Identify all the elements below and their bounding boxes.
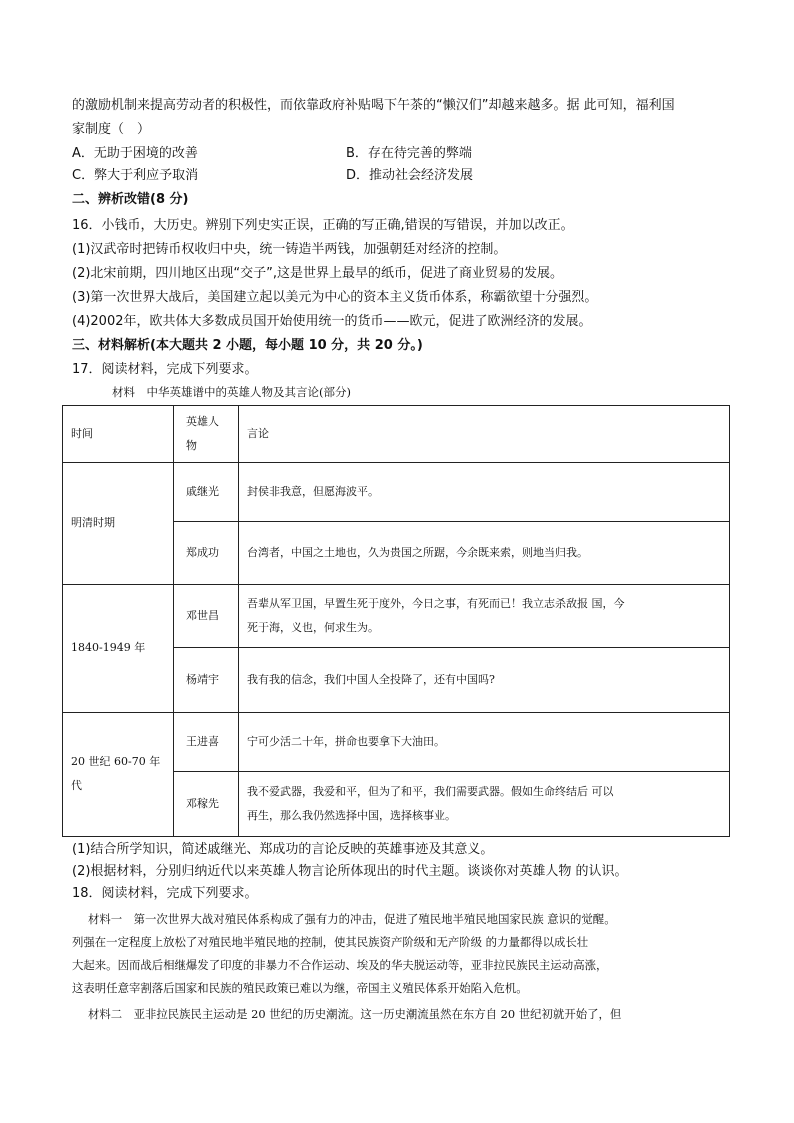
section-3-heading: 三、材料解析(本大题共 2 小题，每小题 10 分，共 20 分。) bbox=[72, 338, 423, 353]
question-18-stem: 18．阅读材料，完成下列要求。 bbox=[72, 886, 258, 901]
person-cell: 王进喜 bbox=[174, 712, 239, 771]
material-1-line: 大起来。因而战后相继爆发了印度的非暴力不合作运动、埃及的华夫脱运动等，亚非拉民族民主运动高涨， bbox=[72, 958, 608, 972]
table-row bbox=[63, 584, 730, 647]
header-time: 时间 bbox=[63, 406, 174, 463]
quote-cell: 台湾者，中国之土地也，久为贵国之所踞，今余既来索，则地当归我。 bbox=[239, 521, 730, 584]
period-line: 20 世纪 60-70 年 bbox=[71, 755, 161, 769]
material-1-line: 这表明任意宰割落后国家和民族的殖民政策已难以为继，帝国主义殖民体系开始陷入危机。 bbox=[72, 981, 528, 995]
table-caption: 材料 中华英雄谱中的英雄人物及其言论(部分) bbox=[112, 385, 351, 399]
section-2-heading: 二、辨析改错(8 分) bbox=[72, 192, 189, 207]
quote-cell bbox=[239, 584, 730, 647]
period-cell: 明清时期 bbox=[63, 462, 174, 584]
quote-cell: 封侯非我意，但愿海波平。 bbox=[239, 462, 730, 521]
table-row bbox=[63, 462, 730, 521]
option-a: A．无助于困境的改善 bbox=[72, 146, 198, 161]
question-15-text-line-1: 的激励机制来提高劳动者的积极性，而依靠政府补贴喝下午茶的“懒汉们”却越来越多。据 此可知，福利国 bbox=[72, 98, 675, 113]
quote-line: 吾辈从军卫国，早置生死于度外，今日之事，有死而已！我立志杀敌报 国，今 bbox=[247, 596, 625, 610]
quote-line: 我不爱武器，我爱和平，但为了和平，我们需要武器。假如生命终结后 可以 bbox=[247, 784, 614, 798]
table-header-row bbox=[63, 406, 730, 463]
question-17-part-1: (1)结合所学知识，简述戚继光、郑成功的言论反映的英雄事迹及其意义。 bbox=[72, 842, 494, 857]
question-17-stem: 17．阅读材料，完成下列要求。 bbox=[72, 362, 258, 377]
question-16-item-2: (2)北宋前期，四川地区出现“交子”,这是世界上最早的纸币，促进了商业贸易的发展。 bbox=[72, 266, 564, 281]
person-cell: 戚继光 bbox=[174, 462, 239, 521]
question-17-part-2: (2)根据材料，分别归纳近代以来英雄人物言论所体现出的时代主题。谈谈你对英雄人物 的认识。 bbox=[72, 864, 628, 879]
question-16-item-3: (3)第一次世界大战后，美国建立起以美元为中心的资本主义货币体系，称霸欲望十分强烈。 bbox=[72, 290, 598, 305]
person-cell: 郑成功 bbox=[174, 521, 239, 584]
quote-line: 再生，那么我仍然选择中国，选择核事业。 bbox=[247, 808, 456, 822]
period-cell: 1840-1949 年 bbox=[63, 584, 174, 712]
header-person: 英雄人物 bbox=[174, 406, 239, 463]
question-16-item-4: (4)2002年，欧共体大多数成员国开始使用统一的货币——欧元，促进了欧洲经济的发展。 bbox=[72, 314, 592, 329]
material-2-line: 材料二 亚非拉民族民主运动是 20 世纪的历史潮流。这一历史潮流虽然在东方自 20 世纪初就开始了，但 bbox=[88, 1007, 622, 1021]
quote-cell bbox=[239, 771, 730, 836]
period-line: 代 bbox=[71, 779, 82, 793]
quote-line: 死于海，义也，何求生为。 bbox=[247, 620, 379, 634]
question-15-text-line-2: 家制度（ ） bbox=[72, 122, 151, 137]
quote-cell: 我有我的信念，我们中国人全投降了，还有中国吗? bbox=[239, 647, 730, 712]
material-1-line: 材料一 第一次世界大战对殖民体系构成了强有力的冲击，促进了殖民地半殖民地国家民族 意识的觉醒。 bbox=[88, 912, 616, 926]
person-cell: 杨靖宇 bbox=[174, 647, 239, 712]
quote-cell: 宁可少活二十年，拼命也要拿下大油田。 bbox=[239, 712, 730, 771]
option-b: B．存在待完善的弊端 bbox=[346, 146, 472, 161]
table-row bbox=[63, 712, 730, 771]
option-d: D．推动社会经济发展 bbox=[346, 168, 474, 183]
material-1-line: 列强在一定程度上放松了对殖民地半殖民地的控制，使其民族资产阶级和无产阶级 的力量都得以成长壮 bbox=[72, 935, 589, 949]
header-quote: 言论 bbox=[239, 406, 730, 463]
option-c: C．弊大于利应予取消 bbox=[72, 168, 199, 183]
person-cell: 邓世昌 bbox=[174, 584, 239, 647]
question-16-stem: 16．小钱币，大历史。辨别下列史实正误，正确的写正确,错误的写错误，并加以改正。 bbox=[72, 218, 574, 233]
person-cell: 邓稼先 bbox=[174, 771, 239, 836]
question-16-item-1: (1)汉武帝时把铸币权收归中央，统一铸造半两钱，加强朝廷对经济的控制。 bbox=[72, 242, 507, 257]
hero-quotes-table bbox=[62, 405, 730, 837]
period-cell bbox=[63, 712, 174, 836]
